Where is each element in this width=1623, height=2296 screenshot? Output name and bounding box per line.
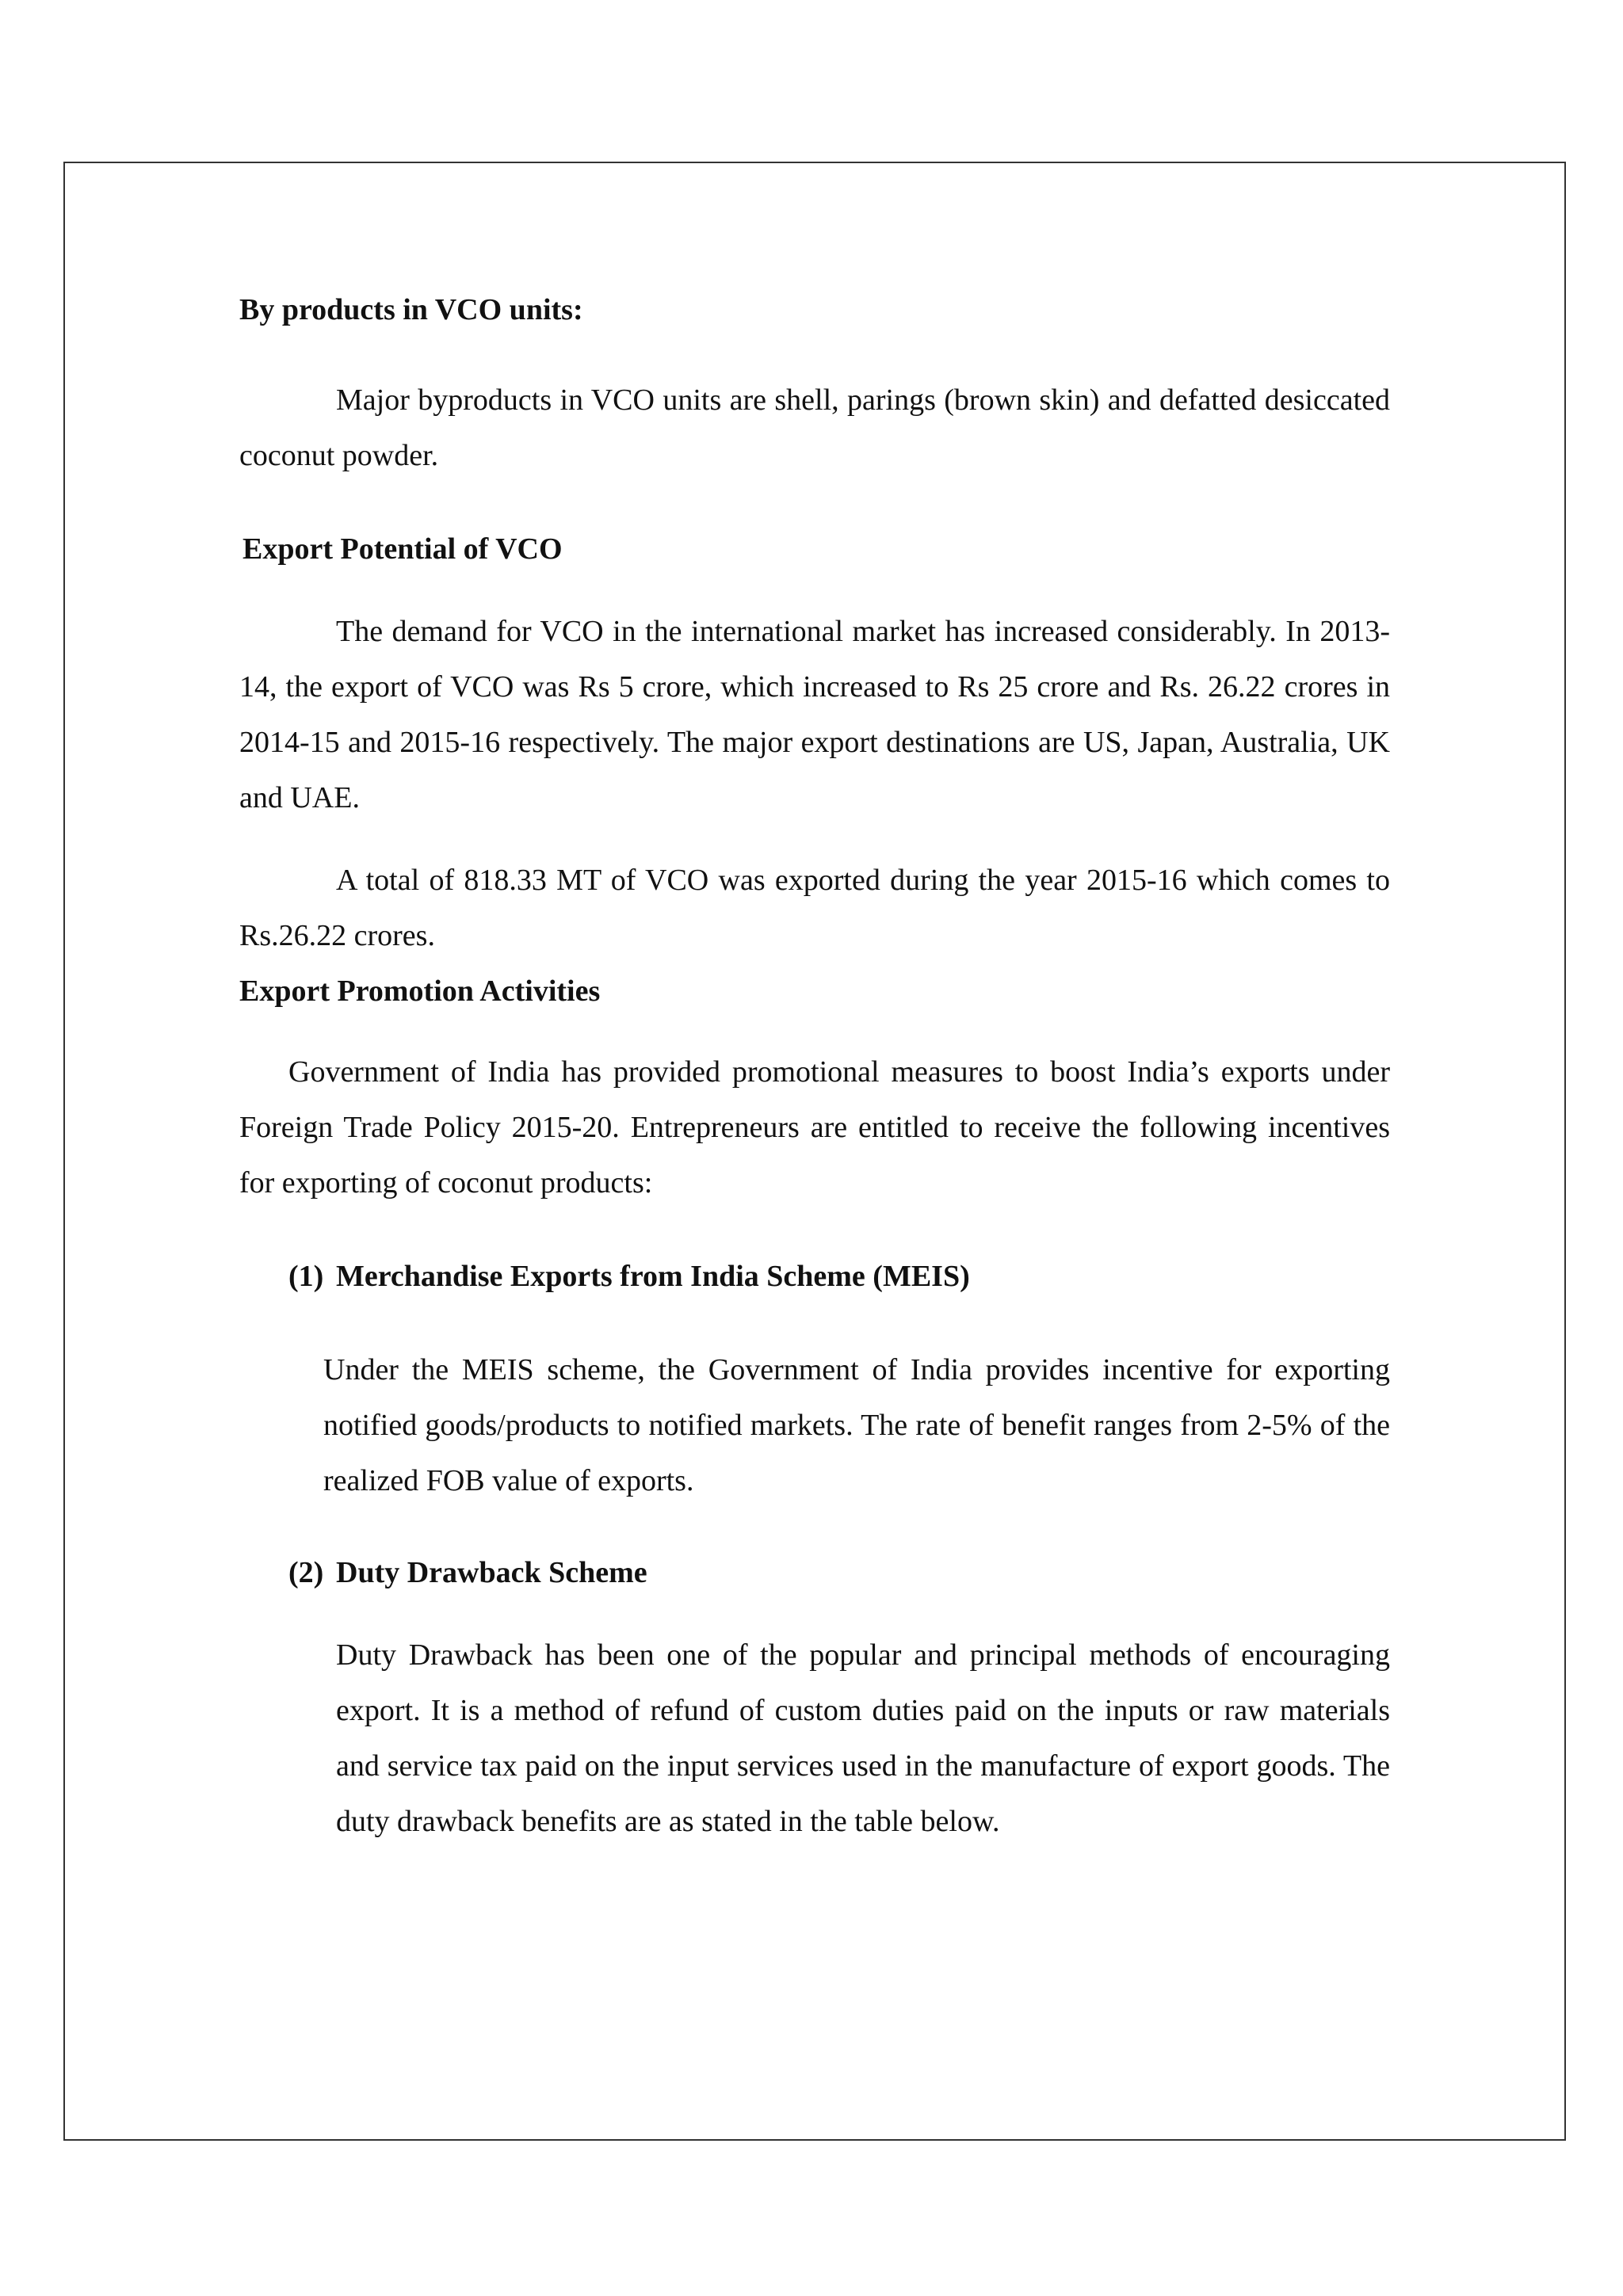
scheme-2-number: (2) bbox=[288, 1556, 324, 1589]
scheme-1-heading bbox=[288, 1257, 970, 1296]
export-potential-heading: Export Potential of VCO bbox=[242, 532, 563, 566]
byproducts-heading: By products in VCO units: bbox=[239, 293, 583, 326]
scheme-1-title: Merchandise Exports from India Scheme (MEIS) bbox=[336, 1260, 970, 1293]
scheme-2-heading bbox=[288, 1553, 647, 1592]
export-potential-paragraph-2: A total of 818.33 MT of VCO was exported during the year 2015-16 which comes to Rs.26.22 crores. bbox=[239, 864, 1390, 952]
byproducts-paragraph: Major byproducts in VCO units are shell, parings (brown skin) and defatted desiccated coconut powder. bbox=[239, 383, 1390, 472]
export-promotion-intro: Government of India has provided promotional measures to boost India’s exports under Foreign Trade Policy 2015-20. Entrepreneurs are entitled to receive the following incentives for exporting of coconut products: bbox=[239, 1055, 1390, 1199]
export-promotion-heading: Export Promotion Activities bbox=[239, 974, 601, 1008]
scheme-2-title: Duty Drawback Scheme bbox=[336, 1556, 647, 1589]
scheme-2-paragraph: Duty Drawback has been one of the popular and principal methods of encouraging export. It is a method of refund of custom duties paid on the inputs or raw materials and service tax paid on the input services used in the manufacture of export goods. The duty drawback benefits are as stated in the table below. bbox=[336, 1638, 1390, 1838]
scheme-1-number: (1) bbox=[288, 1260, 324, 1293]
scheme-1-paragraph: Under the MEIS scheme, the Government of India provides incentive for exporting notified goods/products to notified markets. The rate of benefit ranges from 2-5% of the realized FOB value of exports. bbox=[323, 1353, 1390, 1497]
export-potential-paragraph-1: The demand for VCO in the international market has increased considerably. In 2013-14, the export of VCO was Rs 5 crore, which increased to Rs 25 crore and Rs. 26.22 crores in 2014-15 and 2015-16 respectively. The major export destinations are US, Japan, Australia, UK and UAE. bbox=[239, 615, 1390, 814]
